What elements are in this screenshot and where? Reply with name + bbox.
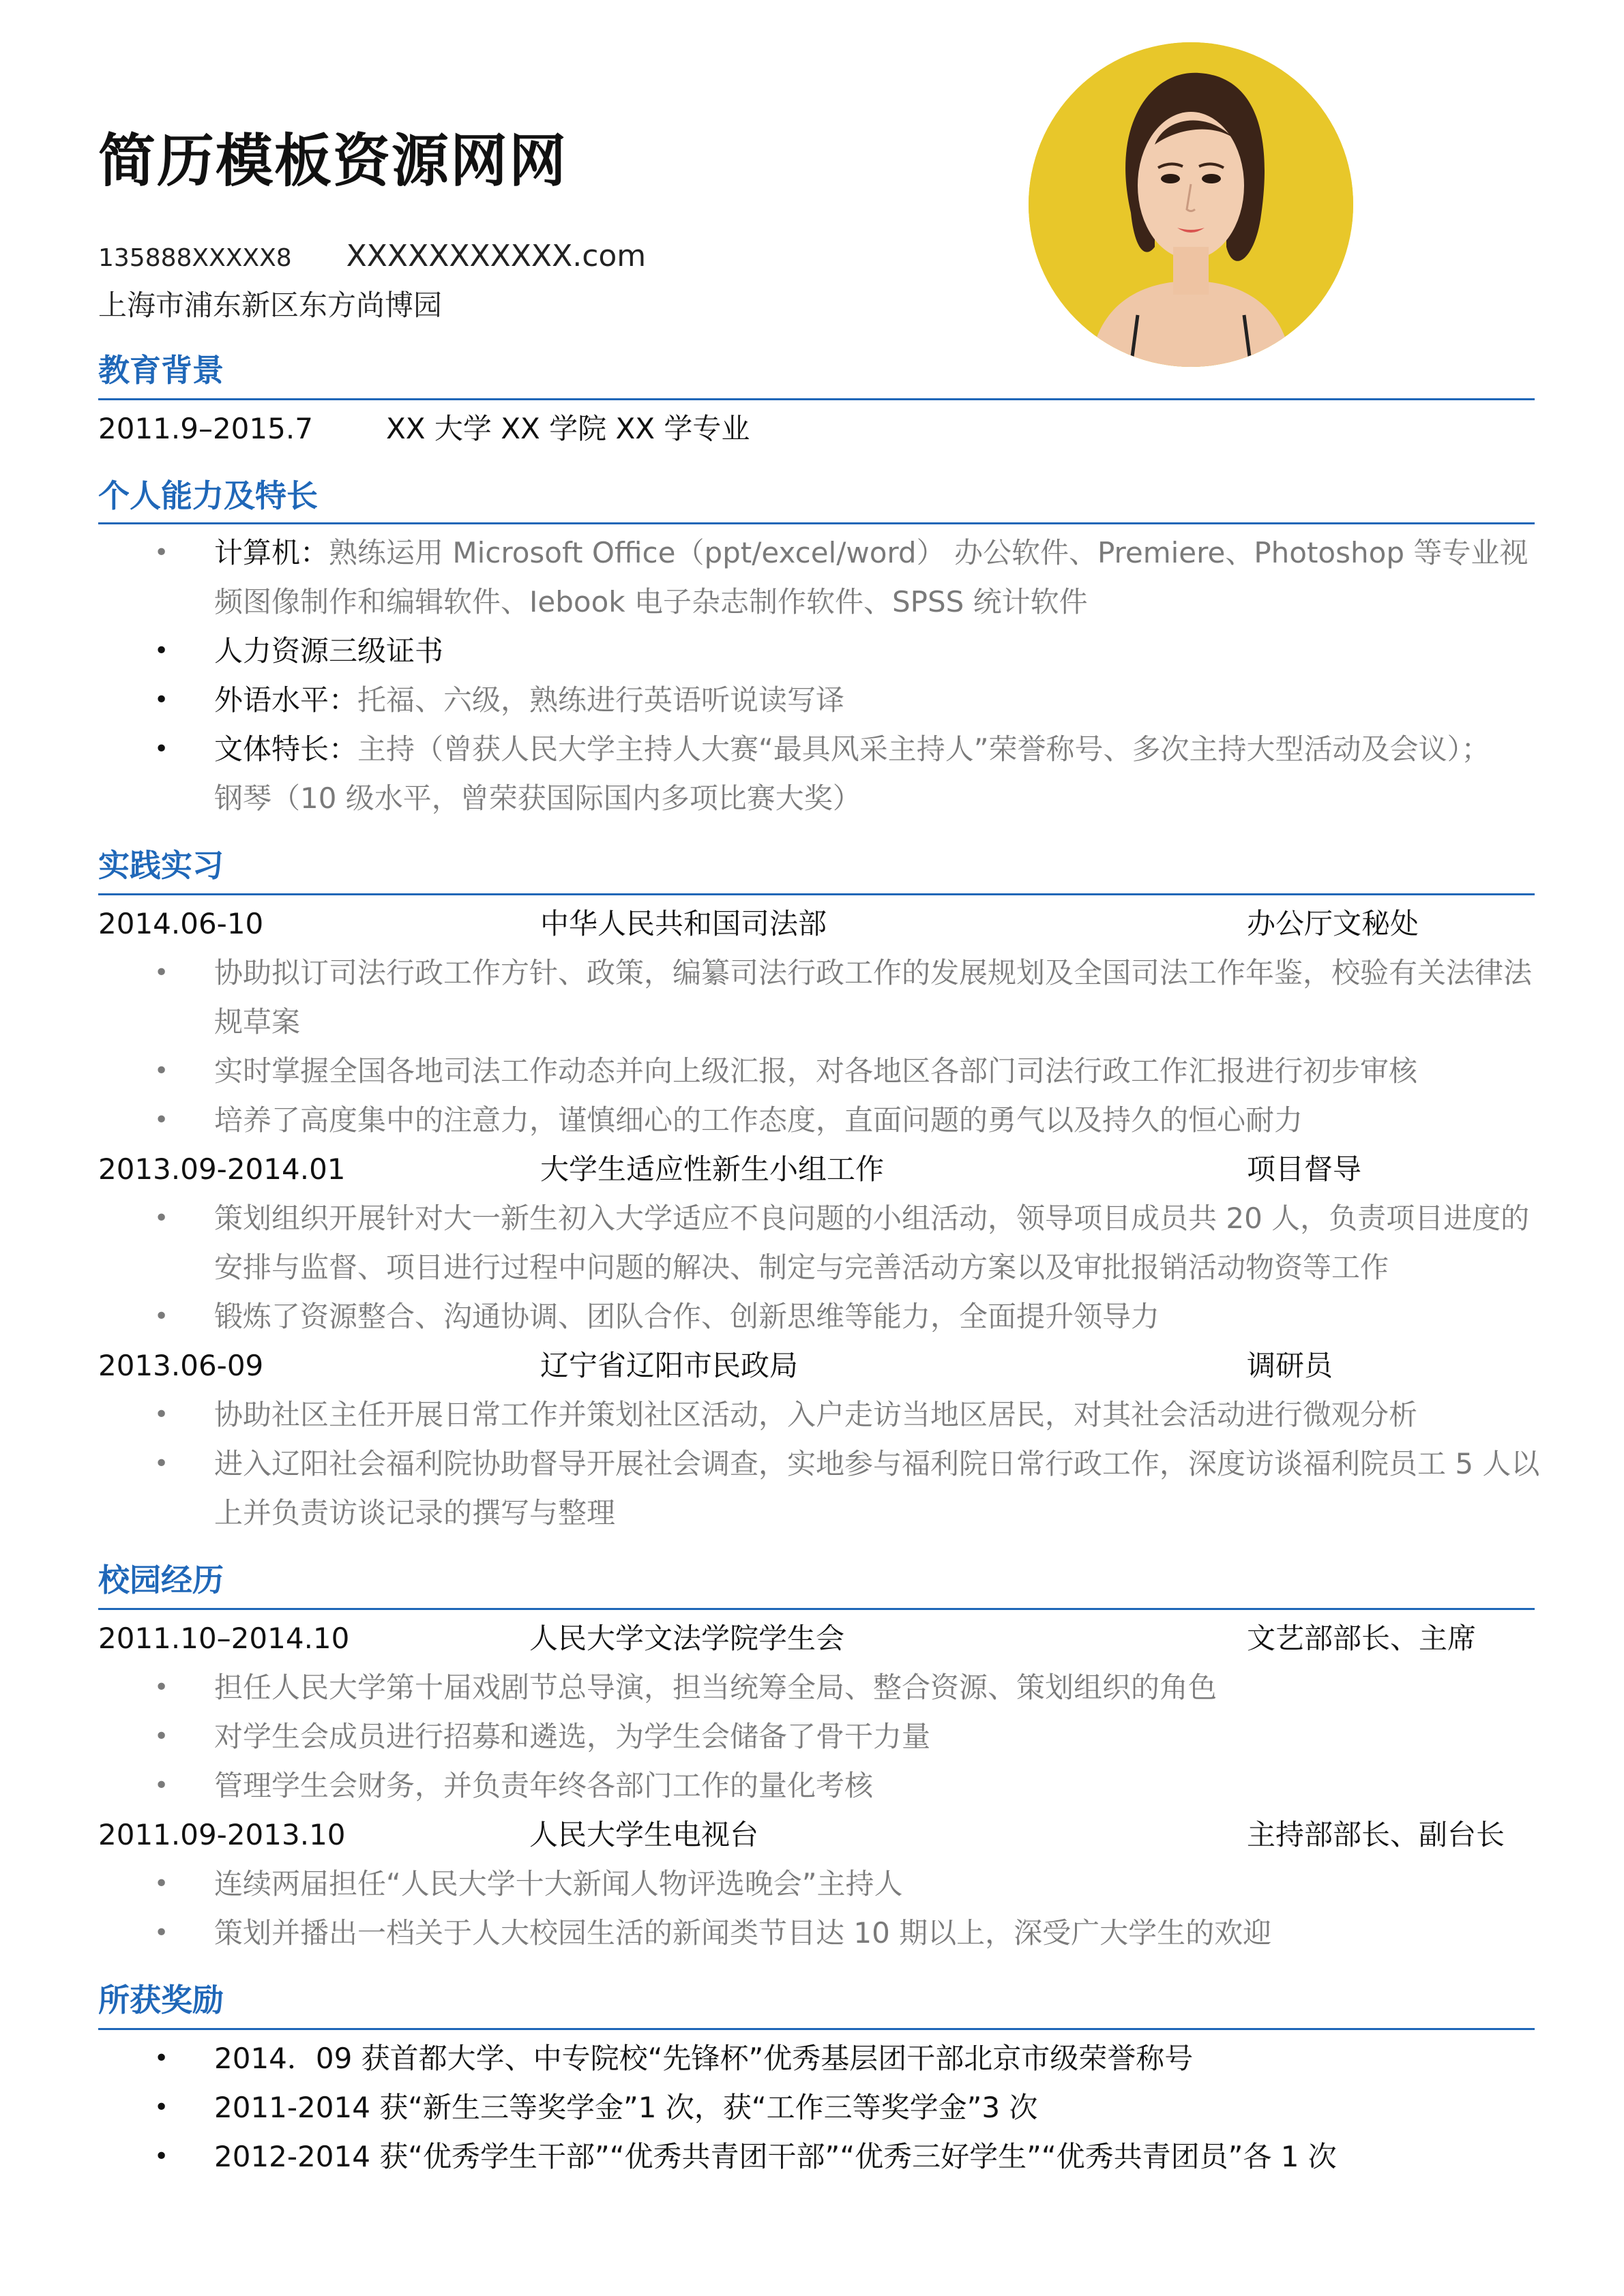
practice-2-role: 项目督导 xyxy=(1247,1152,1362,1186)
campus-2-org: 人民大学生电视台 xyxy=(529,1818,759,1851)
bullet-dot: • xyxy=(154,1723,169,1750)
practice-2-org: 大学生适应性新生小组工作 xyxy=(540,1152,885,1186)
bullet-dot: • xyxy=(154,735,169,763)
education-divider xyxy=(98,398,1535,400)
education-period: 2011.9–2015.7 xyxy=(98,412,313,445)
bullet-dot: • xyxy=(154,1401,169,1429)
practice-divider xyxy=(98,893,1535,895)
campus-divider xyxy=(98,1608,1535,1610)
skill-hr-cert: 人力资源三级证书 xyxy=(214,634,444,668)
bullet-dot: • xyxy=(154,2044,169,2072)
bullet-dot: • xyxy=(154,1302,169,1330)
award-item-1: 2014．09 获首都大学、中专院校“先锋杯”优秀基层团干部北京市级荣誉称号 xyxy=(214,2042,1194,2075)
profile-photo xyxy=(1029,42,1353,367)
education-section-title: 教育背景 xyxy=(98,352,224,389)
practice-1-line-3: 实时掌握全国各地司法工作动态并向上级汇报，对各地区各部门司法行政工作汇报进行初步审核 xyxy=(214,1054,1418,1088)
campus-1-date: 2011.10–2014.10 xyxy=(98,1622,350,1655)
bullet-dot: • xyxy=(154,1772,169,1800)
awards-section-title: 所获奖励 xyxy=(98,1982,224,2018)
skill-arts-line-2: 钢琴（10 级水平，曾荣获国际国内多项比赛大奖） xyxy=(214,781,861,815)
contact-line xyxy=(98,239,646,275)
bullet-dot: • xyxy=(154,2143,169,2171)
practice-3-line-2: 进入辽阳社会福利院协助督导开展社会调查，实地参与福利院日常行政工作，深度访谈福利院员工 5 人以 xyxy=(214,1447,1540,1480)
portrait-illustration xyxy=(1029,42,1353,367)
phone-number: 135888XXXXX8 xyxy=(98,244,292,272)
practice-3-line-3: 上并负责访谈记录的撰写与整理 xyxy=(214,1496,616,1530)
awards-divider xyxy=(98,2028,1535,2030)
education-school: XX 大学 XX 学院 XX 学专业 xyxy=(386,412,750,445)
campus-2-line-1: 连续两届担任“人民大学十大新闻人物评选晚会”主持人 xyxy=(214,1867,903,1900)
practice-3-role: 调研员 xyxy=(1247,1349,1333,1382)
bullet-dot: • xyxy=(154,959,169,987)
skills-section-title: 个人能力及特长 xyxy=(98,477,318,514)
practice-3-line-1: 协助社区主任开展日常工作并策划社区活动，入户走访当地区居民，对其社会活动进行微观分析 xyxy=(214,1398,1418,1431)
campus-1-org: 人民大学文法学院学生会 xyxy=(529,1622,845,1655)
practice-2-line-1: 策划组织开展针对大一新生初入大学适应不良问题的小组活动，领导项目成员共 20 人，负责项目进度的 xyxy=(214,1202,1530,1235)
campus-2-date: 2011.09-2013.10 xyxy=(98,1818,346,1851)
skill-language-line: 外语水平：托福、六级，熟练进行英语听说读写译 xyxy=(214,683,845,717)
award-item-3: 2012-2014 获“优秀学生干部”“优秀共青团干部”“优秀三好学生”“优秀共青团员”各 1 次 xyxy=(214,2140,1337,2173)
campus-1-line-1: 担任人民大学第十届戏剧节总导演，担当统筹全局、整合资源、策划组织的角色 xyxy=(214,1671,1217,1704)
skill-computer-line-1: 计算机：熟练运用 Microsoft Office（ppt/excel/word） 办公软件、Premiere、Photoshop 等专业视 xyxy=(214,536,1529,569)
candidate-name: 简历模板资源网网 xyxy=(98,128,568,194)
practice-1-line-4: 培养了高度集中的注意力，谨慎细心的工作态度，直面问题的勇气以及持久的恒心耐力 xyxy=(214,1103,1303,1137)
bullet-dot: • xyxy=(154,1450,169,1478)
practice-3-org: 辽宁省辽阳市民政局 xyxy=(540,1349,799,1382)
bullet-dot: • xyxy=(154,539,169,567)
campus-section-title: 校园经历 xyxy=(98,1562,224,1598)
bullet-dot: • xyxy=(154,2093,169,2121)
bullet-dot: • xyxy=(154,1870,169,1898)
award-item-2: 2011-2014 获“新生三等奖学金”1 次，获“工作三等奖学金”3 次 xyxy=(214,2091,1038,2124)
bullet-dot: • xyxy=(154,1057,169,1085)
practice-1-org: 中华人民共和国司法部 xyxy=(540,907,827,940)
campus-2-role: 主持部部长、副台长 xyxy=(1247,1818,1505,1851)
bullet-dot: • xyxy=(154,637,169,665)
practice-1-line-1: 协助拟订司法行政工作方针、政策，编纂司法行政工作的发展规划及全国司法工作年鉴，校验有关法律法 xyxy=(214,956,1533,989)
bullet-dot: • xyxy=(154,1204,169,1232)
bullet-dot: • xyxy=(154,1106,169,1134)
campus-1-line-3: 管理学生会财务，并负责年终各部门工作的量化考核 xyxy=(214,1769,874,1802)
practice-2-line-3: 锻炼了资源整合、沟通协调、团队合作、创新思维等能力，全面提升领导力 xyxy=(214,1300,1160,1333)
practice-2-line-2: 安排与监督、项目进行过程中问题的解决、制定与完善活动方案以及审批报销活动物资等工作 xyxy=(214,1251,1389,1284)
bullet-dot: • xyxy=(154,686,169,714)
practice-2-date: 2013.09-2014.01 xyxy=(98,1152,346,1186)
campus-2-line-2: 策划并播出一档关于人大校园生活的新闻类节目达 10 期以上，深受广大学生的欢迎 xyxy=(214,1916,1272,1950)
home-address: 上海市浦东新区东方尚博园 xyxy=(98,288,443,322)
bullet-dot: • xyxy=(154,1673,169,1701)
practice-1-date: 2014.06-10 xyxy=(98,907,264,940)
skill-arts-line-1: 文体特长：主持（曾获人民大学主持人大赛“最具风采主持人”荣誉称号、多次主持大型活动及会议）； xyxy=(214,732,1490,766)
practice-section-title: 实践实习 xyxy=(98,847,224,884)
skills-divider xyxy=(98,522,1535,524)
practice-3-date: 2013.06-09 xyxy=(98,1349,264,1382)
campus-1-line-2: 对学生会成员进行招募和遴选，为学生会储备了骨干力量 xyxy=(214,1720,931,1753)
practice-1-line-2: 规草案 xyxy=(214,1005,301,1039)
campus-1-role: 文艺部部长、主席 xyxy=(1247,1622,1477,1655)
skill-computer-line-2: 频图像制作和编辑软件、Iebook 电子杂志制作软件、SPSS 统计软件 xyxy=(214,585,1088,618)
bullet-dot: • xyxy=(154,1919,169,1947)
email-address: XXXXXXXXXXX.com xyxy=(346,239,647,273)
practice-1-role: 办公厅文秘处 xyxy=(1247,907,1419,940)
